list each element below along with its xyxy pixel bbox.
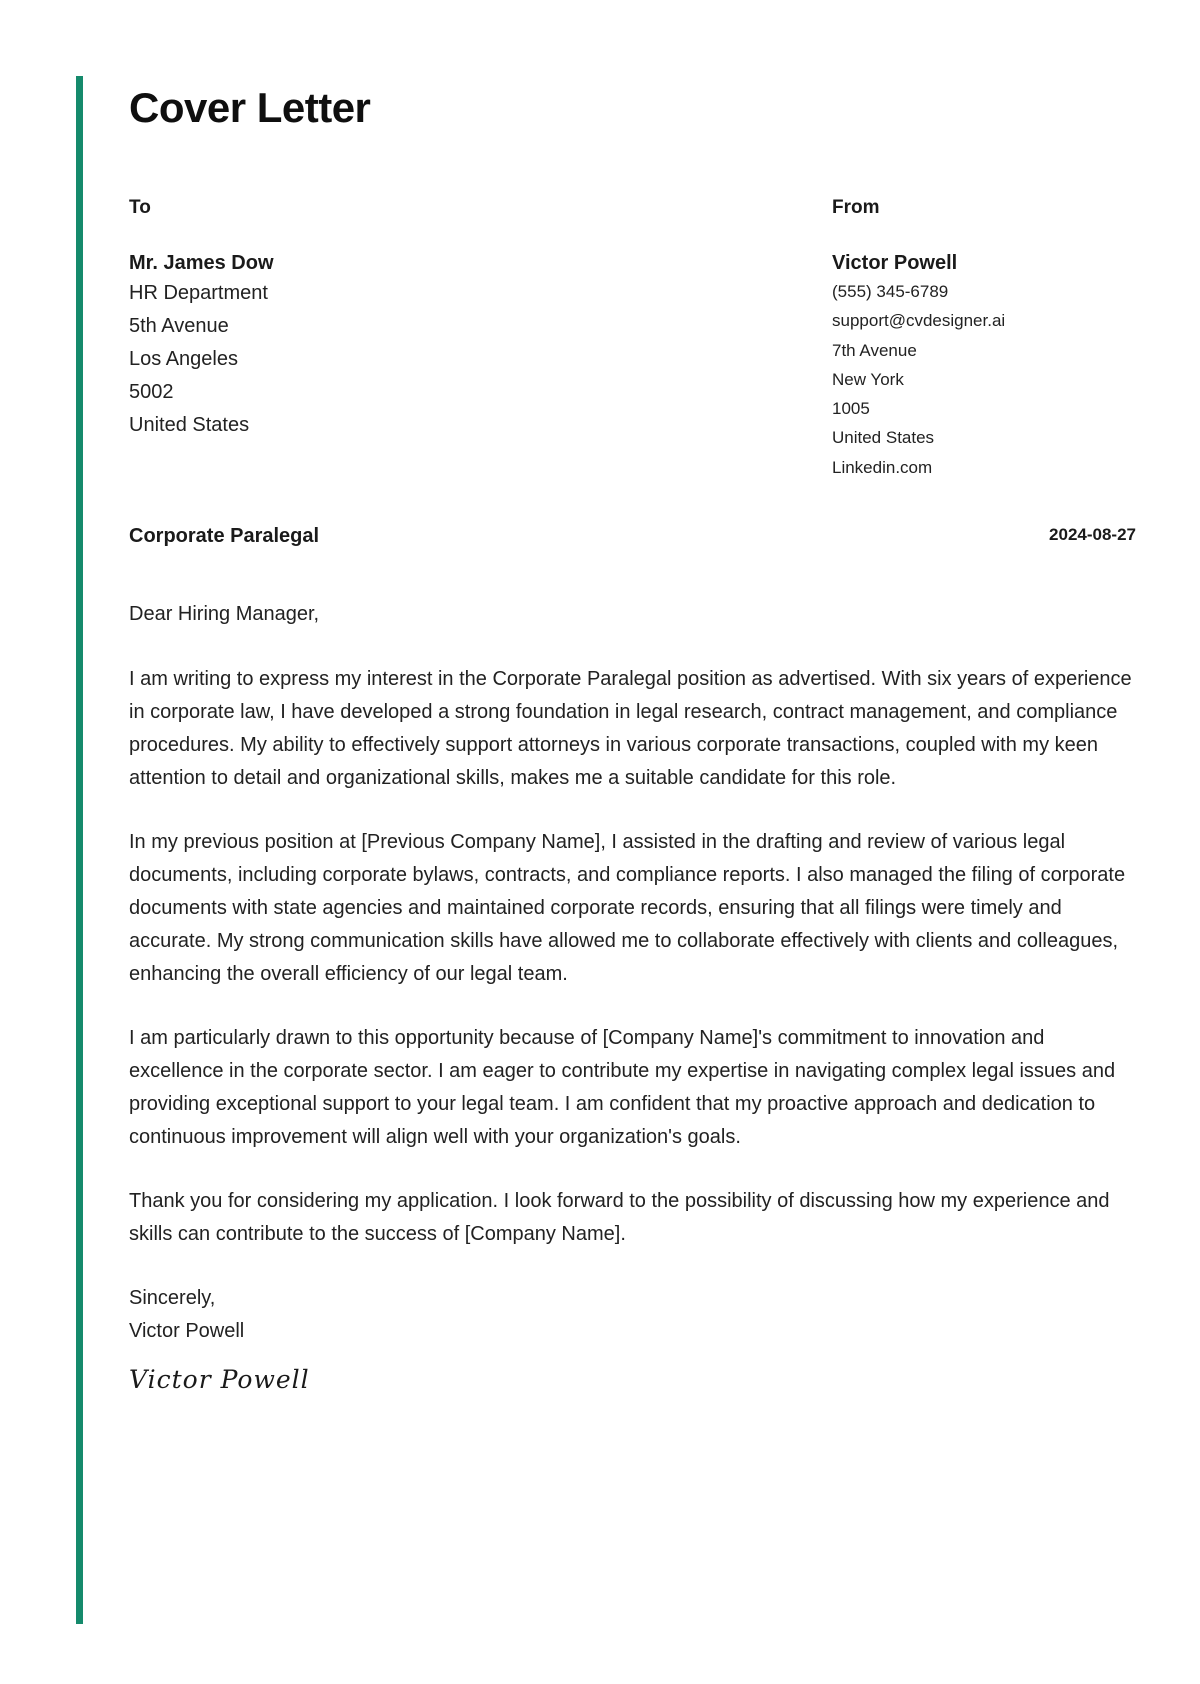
subject-row bbox=[129, 522, 1136, 550]
page-title: Cover Letter bbox=[129, 84, 371, 131]
recipient-street: 5th Avenue bbox=[129, 315, 229, 337]
closing: Sincerely, bbox=[129, 1287, 216, 1309]
recipient-postal-code: 5002 bbox=[129, 381, 174, 403]
paragraph-4: Thank you for considering my application. I look forward to the possibility of discussing how my experience and skills can contribute to the success of [Company Name]. bbox=[129, 1190, 1110, 1245]
recipient-city: Los Angeles bbox=[129, 348, 238, 370]
signoff-name: Victor Powell bbox=[129, 1320, 245, 1342]
recipient-country: United States bbox=[129, 414, 250, 436]
greeting: Dear Hiring Manager, bbox=[129, 603, 320, 625]
paragraph-3: I am particularly drawn to this opportunity because of [Company Name]'s commitment to innovation and excellence in the corporate sector. I am eager to contribute my expertise in navigating complex legal issues and providing exceptional support to your legal team. I am confident that my proactive approach and dedication to continuous improvement will align well with your organization's goals. bbox=[129, 1027, 1116, 1148]
sender-phone: (555) 345-6789 bbox=[832, 282, 949, 301]
sender-country: United States bbox=[832, 428, 935, 448]
sender-block bbox=[832, 195, 1152, 482]
position-title: Corporate Paralegal bbox=[129, 525, 320, 547]
sender-street: 7th Avenue bbox=[832, 340, 917, 360]
paragraph-1: I am writing to express my interest in the Corporate Paralegal position as advertised. With six years of experience in corporate law, I have developed a strong foundation in legal research, contract management, and compliance procedures. My ability to effectively support attorneys in various corporate transactions, coupled with my keen attention to detail and organizational skills, makes me a suitable candidate for this role. bbox=[129, 668, 1132, 789]
recipient-address bbox=[129, 277, 629, 442]
recipient-department: HR Department bbox=[129, 282, 268, 304]
sender-city: New York bbox=[832, 369, 904, 389]
paragraph-2: In my previous position at [Previous Company Name], I assisted in the drafting and review of various legal documents, including corporate bylaws, contracts, and compliance reports. I also managed the filing of corporate documents with state agencies and maintained corporate records, ensuring that all filings were timely and accurate. My strong communication skills have allowed me to collaborate effectively with clients and colleagues, enhancing the overall efficiency of our legal team. bbox=[129, 831, 1126, 985]
sender-contact bbox=[832, 277, 1152, 482]
sender-linkedin: Linkedin.com bbox=[832, 457, 933, 477]
letter-date: 2024-08-27 bbox=[1049, 525, 1136, 544]
letter-body bbox=[129, 598, 1139, 1398]
sender-name: Victor Powell bbox=[832, 252, 958, 274]
to-label: To bbox=[129, 197, 151, 218]
from-label: From bbox=[832, 197, 880, 218]
signature: Victor Powell bbox=[129, 1365, 310, 1394]
recipient-name: Mr. James Dow bbox=[129, 252, 274, 274]
sender-email: support@cvdesigner.ai bbox=[832, 311, 1006, 331]
recipient-block bbox=[129, 195, 629, 442]
accent-bar bbox=[76, 76, 83, 1624]
sender-postal-code: 1005 bbox=[832, 399, 870, 419]
